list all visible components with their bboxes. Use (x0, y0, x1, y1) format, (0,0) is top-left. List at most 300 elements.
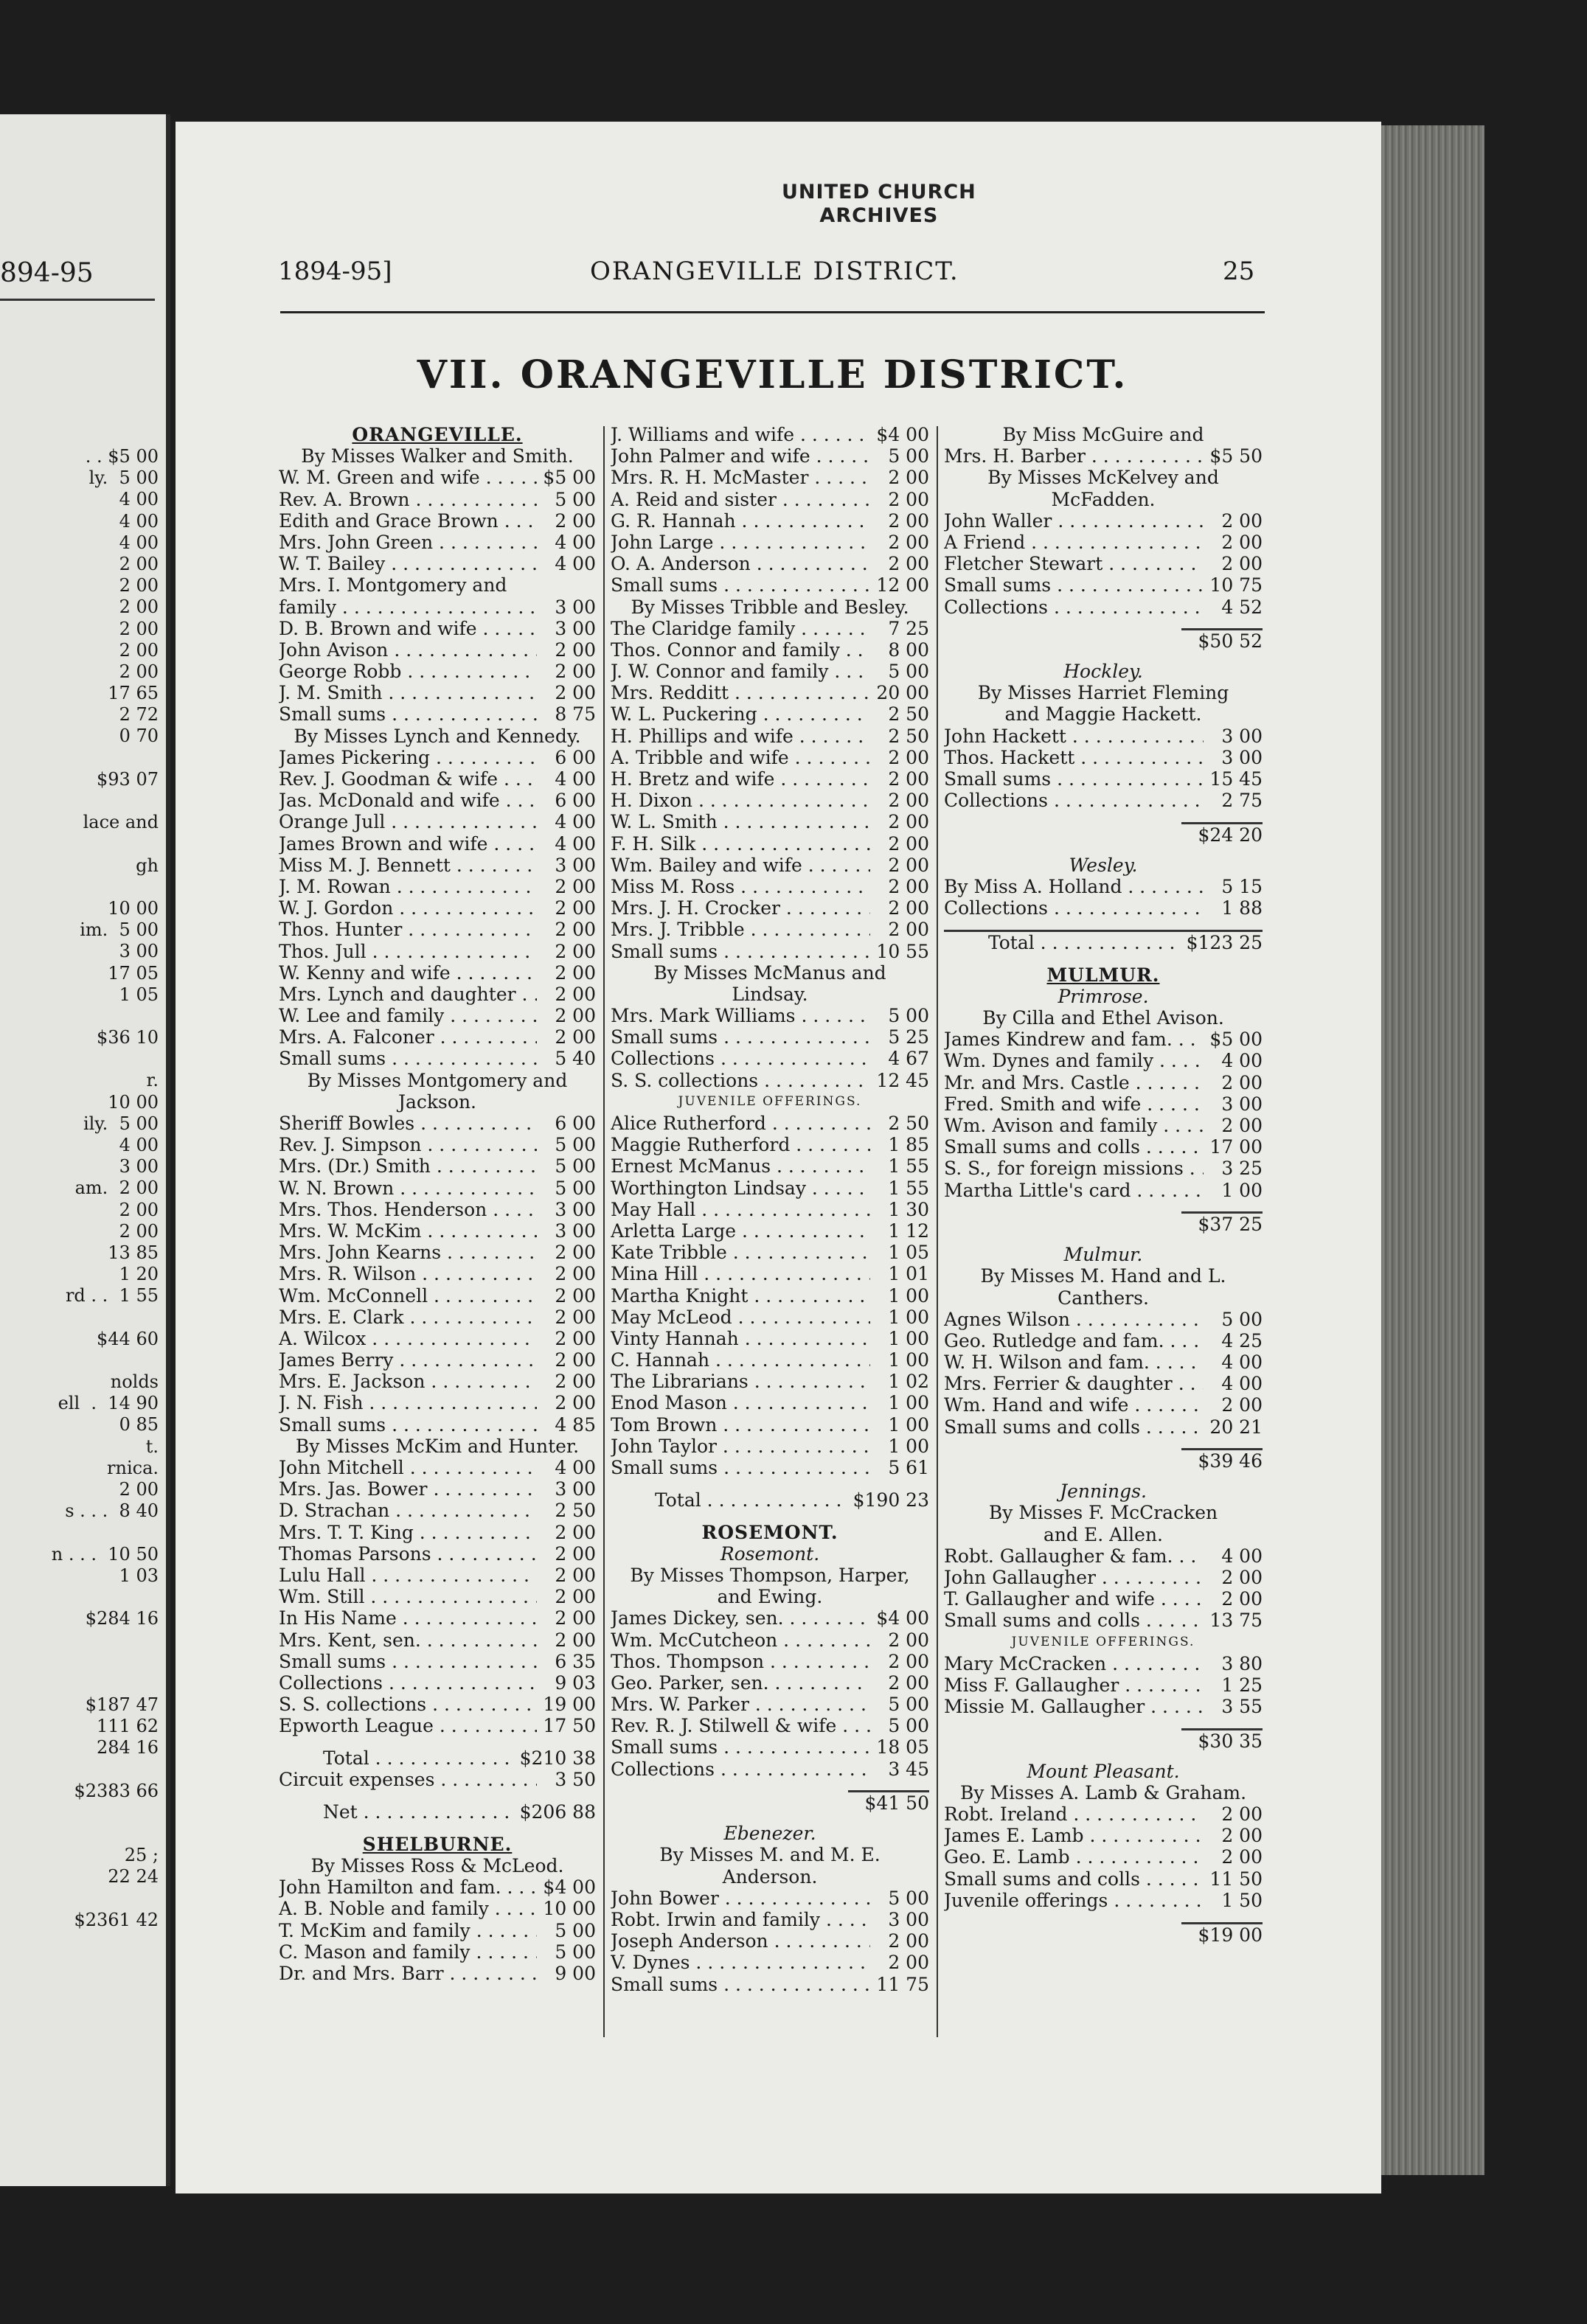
entry-row (611, 445, 929, 467)
entry-name: Mrs. Thos. Henderson . . . (279, 1199, 537, 1220)
entry-name: Orange Jull . . . (279, 811, 537, 832)
entry-amount: 4 00 (555, 811, 596, 833)
column-divider-2 (937, 426, 938, 2037)
entry-amount: 2 00 (888, 467, 929, 489)
entry-name: Small sums . . . (944, 574, 1204, 596)
entry-name: Mrs. Redditt . . . (611, 682, 870, 703)
entry-name: Small sums . . . (611, 1457, 870, 1478)
previous-page-line: 4 00 (119, 1135, 159, 1155)
entry-list (944, 726, 1263, 812)
entry-name: Mina Hill . . . (611, 1263, 870, 1284)
entry-name: John Hamilton and fam. . . . (279, 1876, 537, 1898)
entry-name: May Hall . . . (611, 1199, 870, 1220)
subtotal: $30 35 (944, 1728, 1263, 1750)
entry-row (279, 855, 596, 876)
entry-row (279, 1199, 596, 1220)
entry-row (611, 790, 929, 811)
entry-amount: 3 55 (1221, 1696, 1263, 1718)
entry-amount: 2 00 (888, 1671, 929, 1694)
entry-list (611, 1113, 929, 1478)
entry-row (944, 1825, 1263, 1846)
entry-name: G. R. Hannah . . . (611, 510, 870, 532)
previous-page-line: 2 00 (119, 1199, 159, 1220)
entry-row (279, 897, 596, 919)
entry-row (944, 1868, 1263, 1890)
entry-amount: 3 00 (1221, 746, 1263, 768)
entry-name: Missie M. Gallaugher . . . (944, 1696, 1204, 1717)
entry-amount: 6 00 (555, 790, 596, 812)
entry-amount: 2 00 (1221, 1825, 1263, 1847)
entry-row (944, 876, 1263, 897)
previous-page-line: am. 2 00 (74, 1177, 159, 1199)
entry-amount: 3 00 (555, 596, 596, 618)
entry-amount: 2 50 (888, 725, 929, 747)
entry-name: Miss F. Gallaugher . . . (944, 1674, 1204, 1696)
entry-amount: 5 00 (555, 1155, 596, 1177)
entry-name: Thos. Hackett . . . (944, 747, 1204, 768)
entry-name: Mrs. R. H. McMaster . . . (611, 467, 870, 488)
entry-row (944, 1610, 1263, 1631)
previous-page-line: 4 00 (119, 532, 159, 553)
entry-amount: 2 00 (555, 919, 596, 941)
entry-name: Collections . . . (611, 1048, 870, 1069)
entry-row (611, 1888, 929, 1909)
entry-row (611, 811, 929, 832)
entry-amount: 2 00 (1221, 553, 1263, 575)
entry-name: H. Bretz and wife . . . (611, 768, 870, 790)
entry-row (279, 1307, 596, 1328)
entry-amount: 2 00 (1221, 531, 1263, 553)
entry-name: The Librarians . . . (611, 1371, 870, 1392)
entry-amount: 4 00 (555, 531, 596, 553)
entry-name: John Avison . . . (279, 639, 537, 661)
previous-page-line: 13 85 (108, 1242, 159, 1263)
entry-row (279, 1220, 596, 1242)
entry-name: Kate Tribble . . . (611, 1242, 870, 1263)
entry-name: Maggie Rutherford . . . (611, 1134, 870, 1155)
entry-row (611, 639, 929, 661)
entry-name: Rev. A. Brown . . . (279, 489, 537, 510)
entry-row (279, 811, 596, 832)
entry-amount: 10 75 (1209, 574, 1263, 596)
entry-row (611, 574, 929, 596)
previous-page-line: $284 16 (85, 1608, 159, 1629)
entry-row (279, 510, 596, 532)
previous-page-fragment (0, 114, 170, 2186)
entry-amount: 2 00 (555, 1306, 596, 1328)
entry-amount: 2 00 (888, 488, 929, 510)
collectors-line: By Misses McKim and Hunter. (295, 1435, 580, 1457)
entry-list (944, 445, 1263, 467)
entry-amount: 3 00 (555, 854, 596, 876)
entry-name: Robt. Gallaugher & fam. . . . (944, 1545, 1204, 1567)
entry-amount: 4 00 (1221, 1050, 1263, 1072)
entry-amount: 5 00 (555, 1177, 596, 1199)
entry-row (279, 790, 596, 811)
entry-amount: 2 00 (555, 1349, 596, 1371)
collectors-line: By Misses McManus and (653, 961, 886, 984)
entry-row (279, 489, 596, 510)
collectors-line: By Misses F. McCracken (988, 1502, 1218, 1524)
juvenile-offerings-heading: JUVENILE OFFERINGS. (678, 1093, 862, 1109)
collectors-line: By Misses A. Lamb & Graham. (959, 1781, 1247, 1803)
entry-amount: 9 00 (555, 1962, 596, 1984)
entry-list (611, 1005, 929, 1091)
previous-page-line (0, 1888, 159, 1910)
entry-row (611, 855, 929, 876)
subsection-heading: Ebenezer. (723, 1823, 816, 1845)
entry-row (611, 1005, 929, 1026)
entry-name: James Berry . . . (279, 1349, 537, 1371)
entry-amount: 1 25 (1221, 1674, 1263, 1696)
entry-amount: 11 75 (876, 1973, 929, 1995)
entry-amount: 10 00 (543, 1898, 596, 1920)
circuit-expenses-row: Circuit expenses . . . 3 50 (279, 1769, 596, 1790)
collectors-line: McFadden. (1051, 488, 1156, 510)
entry-amount: 5 00 (888, 1694, 929, 1716)
entry-row (279, 1177, 596, 1199)
entry-row (611, 919, 929, 940)
entry-amount: 2 50 (888, 703, 929, 726)
entry-row (944, 1545, 1263, 1567)
entry-list (944, 1309, 1263, 1438)
entry-row (611, 1736, 929, 1758)
entry-amount: 2 00 (555, 661, 596, 683)
entry-list (611, 618, 929, 962)
previous-page-line: r. (146, 1070, 159, 1091)
entry-name: J. M. Smith . . . (279, 682, 537, 703)
entry-name: John Taylor . . . (611, 1436, 870, 1457)
entry-amount: 19 00 (543, 1694, 596, 1716)
entry-row (611, 467, 929, 488)
entry-amount: 1 88 (1221, 897, 1263, 919)
entry-name: Geo. Rutledge and fam. . . . (944, 1330, 1204, 1351)
entry-row (279, 1134, 596, 1155)
entry-amount: 2 00 (1221, 1803, 1263, 1825)
previous-page-line (0, 748, 159, 769)
entry-amount: 2 00 (888, 854, 929, 876)
entry-row (611, 1952, 929, 1973)
entry-name: James E. Lamb . . . (944, 1825, 1204, 1846)
previous-page-line: ly. 5 00 (88, 467, 159, 489)
entry-name: John Bower . . . (611, 1888, 870, 1909)
entry-row (279, 1898, 596, 1919)
entry-amount: 3 00 (555, 1198, 596, 1220)
section-heading-shelburne: SHELBURNE. (362, 1833, 513, 1855)
previous-page-line: s . . . 8 40 (65, 1500, 159, 1522)
collectors-line: and Maggie Hackett. (1004, 703, 1202, 726)
entry-name: W. L. Puckering . . . (611, 703, 870, 725)
entry-row (279, 1694, 596, 1715)
entry-amount: 4 00 (555, 832, 596, 855)
entry-amount: 1 00 (888, 1435, 929, 1457)
entry-name: Mrs. Ferrier & daughter . . . (944, 1373, 1204, 1394)
entry-row (611, 1629, 929, 1651)
entry-name: Mrs. T. T. King . . . (279, 1522, 537, 1543)
entry-amount: 1 50 (1221, 1889, 1263, 1911)
entry-name: Wm. Hand and wife . . . (944, 1394, 1204, 1416)
previous-page-line: 2 00 (119, 553, 159, 574)
entry-list (279, 1113, 596, 1436)
entry-row (611, 1909, 929, 1930)
entry-name: John Hackett . . . (944, 726, 1204, 747)
entry-name: Mrs. (Dr.) Smith . . . (279, 1155, 537, 1177)
entry-name: Edith and Grace Brown . . . (279, 510, 537, 532)
running-head-year: 1894-95] (278, 257, 392, 286)
entry-row (279, 1242, 596, 1263)
subtotal: $41 50 (611, 1790, 929, 1812)
subtotal: $24 20 (944, 822, 1263, 843)
entry-amount: 2 00 (888, 832, 929, 855)
entry-name: Worthington Lindsay . . . (611, 1177, 870, 1199)
entry-name: Miss M. J. Bennett . . . (279, 855, 537, 876)
entry-name: Small sums and colls . . . (944, 1136, 1204, 1158)
entry-name: John Palmer and wife . . . (611, 445, 870, 467)
previous-page-line: ily. 5 00 (83, 1113, 159, 1134)
subsection-heading: Primrose. (1058, 985, 1149, 1007)
entry-name: Mrs. J. H. Crocker . . . (611, 897, 870, 919)
entry-name: Wm. Avison and family . . . (944, 1115, 1204, 1136)
entry-amount: 10 55 (876, 940, 929, 962)
entry-amount: $4 00 (876, 1607, 929, 1629)
entry-amount: $4 00 (876, 424, 929, 445)
entry-row (279, 1543, 596, 1565)
previous-page-line: 2 00 (119, 596, 159, 618)
entry-row (944, 1136, 1263, 1158)
entry-row (279, 553, 596, 574)
entry-name: Fletcher Stewart . . . (944, 553, 1204, 574)
collectors-line: By Miss McGuire and (1002, 424, 1204, 445)
entry-amount: 5 00 (1221, 1308, 1263, 1330)
previous-page-line: 2 00 (119, 639, 159, 661)
entry-amount: 2 00 (555, 1263, 596, 1285)
entry-list (279, 1876, 596, 1984)
entry-name: Thos. Hunter . . . (279, 919, 537, 940)
previous-page-line: 3 00 (119, 1156, 159, 1177)
entry-row (279, 1651, 596, 1672)
previous-page-line: 2 00 (119, 1220, 159, 1242)
entry-amount: 2 00 (555, 1005, 596, 1027)
entry-amount: 2 00 (888, 531, 929, 553)
collectors-line: By Misses Ross & McLeod. (310, 1854, 564, 1876)
entry-name: Small sums and colls . . . (944, 1868, 1204, 1890)
previous-page-running-head: 894-95 (0, 258, 94, 288)
previous-page-line (0, 1652, 159, 1673)
entry-row (611, 424, 929, 445)
entry-row (944, 1330, 1263, 1351)
entry-amount: 2 00 (888, 1952, 929, 1974)
entry-name: Thos. Thompson . . . (611, 1651, 870, 1672)
entry-row (944, 1029, 1263, 1050)
entry-name: James Brown and wife . . . (279, 833, 537, 855)
entry-row (279, 1478, 596, 1500)
subsection-heading: Hockley. (1063, 661, 1143, 683)
entry-amount: 1 55 (888, 1177, 929, 1199)
entry-row (944, 1072, 1263, 1093)
previous-page-line: 1 20 (119, 1264, 159, 1285)
entry-row (279, 919, 596, 940)
entry-amount: 4 00 (555, 1457, 596, 1478)
entry-row (279, 682, 596, 703)
previous-page-line: 4 00 (119, 489, 159, 510)
entry-name: H. Dixon . . . (611, 790, 870, 811)
entry-name: May McLeod . . . (611, 1307, 870, 1328)
entry-row (944, 768, 1263, 790)
total-row: Total . . . $190 23 (611, 1489, 929, 1511)
entry-name: A. Wilcox . . . (279, 1328, 537, 1349)
entry-amount: 15 45 (1209, 768, 1263, 790)
entry-amount: 7 25 (888, 617, 929, 639)
entry-name: Small sums and colls . . . (944, 1610, 1204, 1631)
entry-amount: 3 25 (1221, 1158, 1263, 1180)
entry-amount: 2 00 (1221, 1566, 1263, 1588)
entry-name: Small sums and colls . . . (944, 1416, 1204, 1438)
entry-amount: 5 00 (555, 1919, 596, 1941)
previous-page-line: t. (145, 1436, 159, 1457)
entry-row (944, 1803, 1263, 1825)
page-number: 25 (1223, 257, 1255, 286)
subsection-heading: Mount Pleasant. (1027, 1760, 1180, 1782)
entry-amount: 1 00 (888, 1284, 929, 1307)
running-head-rule (280, 311, 1265, 313)
entry-name: C. Hannah . . . (611, 1349, 870, 1371)
previous-page-line: $2383 66 (74, 1780, 159, 1801)
previous-page-line (0, 1522, 159, 1543)
entry-amount: 1 00 (888, 1327, 929, 1349)
entry-amount: 20 00 (876, 682, 929, 704)
entry-amount: 4 25 (1221, 1329, 1263, 1351)
entry-name: John Large . . . (611, 532, 870, 553)
entry-amount: 2 00 (555, 682, 596, 704)
entry-row (611, 703, 929, 725)
entry-row (279, 1629, 596, 1651)
previous-page-line: 1 03 (119, 1565, 159, 1586)
entry-amount: 18 05 (876, 1736, 929, 1758)
entry-name: Mrs. Mark Williams . . . (611, 1005, 870, 1026)
entry-row (944, 1373, 1263, 1394)
entry-name: Geo. E. Lamb . . . (944, 1846, 1204, 1868)
entry-amount: 5 00 (888, 1005, 929, 1027)
entry-name: S. S. collections . . . (279, 1694, 537, 1715)
previous-page-line: im. 5 00 (80, 919, 159, 941)
entry-list (944, 510, 1263, 618)
entry-row (944, 1653, 1263, 1674)
entry-name: Arletta Large . . . (611, 1220, 870, 1242)
previous-page-line: 0 85 (119, 1414, 159, 1436)
subtotal: $37 25 (944, 1211, 1263, 1233)
entry-row (944, 726, 1263, 747)
entry-name: Lulu Hall . . . (279, 1565, 537, 1586)
entry-name: Mrs. A. Falconer . . . (279, 1026, 537, 1048)
entry-amount: 2 00 (888, 897, 929, 919)
entry-name: Thos. Connor and family . . . (611, 639, 870, 661)
entry-name: By Miss A. Holland . . . (944, 876, 1204, 897)
previous-page-line: $187 47 (85, 1694, 159, 1715)
entry-row (611, 1263, 929, 1284)
entry-name: Mrs. W. McKim . . . (279, 1220, 537, 1242)
entry-row (944, 1158, 1263, 1179)
entry-name: H. Phillips and wife . . . (611, 726, 870, 747)
archive-stamp (782, 181, 976, 228)
entry-row (611, 747, 929, 768)
entry-name: Mrs. John Green . . . (279, 532, 537, 553)
collectors-line: By Misses Tribble and Besley. (631, 596, 909, 618)
entry-name: James Pickering . . . (279, 747, 537, 768)
entry-amount: 4 00 (1221, 1373, 1263, 1395)
entry-amount: 12 45 (876, 1069, 929, 1091)
previous-page-line: 17 65 (108, 683, 159, 704)
entry-name: W. N. Brown . . . (279, 1177, 537, 1199)
entry-name: Small sums . . . (279, 1414, 537, 1436)
entry-amount: 8 75 (555, 703, 596, 726)
entry-amount: $4 00 (543, 1876, 596, 1899)
entry-name: W. H. Wilson and fam. . . . (944, 1351, 1204, 1373)
entry-row (944, 574, 1263, 596)
entry-name: Small sums . . . (944, 768, 1204, 790)
entry-row (279, 703, 596, 725)
entry-amount: 2 00 (555, 1284, 596, 1307)
entry-name: V. Dynes . . . (611, 1952, 870, 1973)
entry-name: Mrs. H. Barber . . . (944, 445, 1204, 467)
entry-name: John Mitchell . . . (279, 1457, 537, 1478)
entry-row (279, 1113, 596, 1134)
entry-row (279, 962, 596, 984)
entry-amount: $5 50 (1209, 445, 1263, 467)
entry-row (611, 1392, 929, 1413)
entry-amount: 9 03 (555, 1671, 596, 1694)
previous-page-line: rd . . 1 55 (65, 1285, 159, 1307)
previous-page-line: 10 00 (108, 1091, 159, 1113)
previous-page-line: $36 10 (97, 1027, 159, 1048)
entry-amount: 8 00 (888, 639, 929, 661)
entry-name: D. Strachan . . . (279, 1500, 537, 1521)
previous-page-line: . . $5 00 (85, 446, 159, 467)
entry-name: Agnes Wilson . . . (944, 1309, 1204, 1330)
entry-row (944, 1416, 1263, 1438)
section-heading-rosemont: ROSEMONT. (701, 1521, 838, 1543)
entry-name: Small sums . . . (611, 941, 870, 962)
entry-row (279, 1371, 596, 1392)
entry-amount: 20 21 (1209, 1416, 1263, 1438)
entry-name: Small sums . . . (279, 703, 537, 725)
entry-name: Epworth League . . . (279, 1715, 537, 1736)
entry-row (944, 1567, 1263, 1588)
entry-name: J. W. Connor and family . . . (611, 661, 870, 682)
entry-amount: 2 00 (1221, 1115, 1263, 1136)
entry-list (944, 876, 1263, 919)
entry-row (944, 1093, 1263, 1115)
previous-page-line: 2 72 (119, 704, 159, 726)
previous-page-line (0, 1048, 159, 1070)
juvenile-offerings-heading: JUVENILE OFFERINGS. (1011, 1634, 1195, 1649)
entry-amount: 2 00 (1221, 1846, 1263, 1868)
entry-amount: 2 00 (555, 875, 596, 897)
entry-name: C. Mason and family . . . (279, 1941, 537, 1963)
entry-name: W. T. Bailey . . . (279, 553, 537, 574)
entry-name: Wm. McCutcheon . . . (611, 1629, 870, 1651)
column-3 (944, 424, 1263, 1944)
previous-page-line: 2 00 (119, 575, 159, 596)
entry-row (279, 1672, 596, 1694)
entry-list (611, 1888, 929, 1995)
entry-row (279, 1500, 596, 1521)
entry-row (611, 941, 929, 962)
entry-row (279, 1457, 596, 1478)
entry-row (944, 1674, 1263, 1696)
entry-amount: 5 40 (555, 1048, 596, 1070)
total-row: Total . . . $210 38 (279, 1747, 596, 1769)
entry-amount: 1 00 (888, 1392, 929, 1414)
